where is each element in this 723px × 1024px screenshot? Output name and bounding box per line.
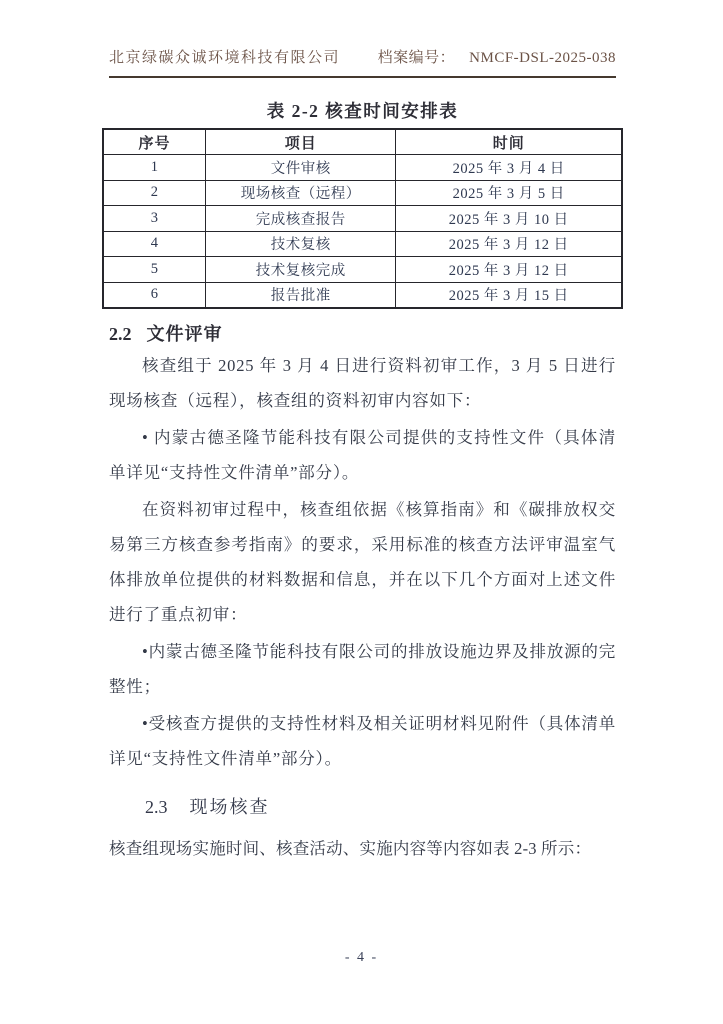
cell-time: 2025 年 3 月 12 日 [396,257,622,283]
cell-seq: 4 [103,231,206,257]
cell-item: 文件审核 [206,155,396,181]
cell-item: 完成核查报告 [206,206,396,232]
document-page [109,46,616,866]
table-row [103,257,622,283]
table-row [103,180,622,206]
bullet-supporting-documents: • 内蒙古德圣隆节能科技有限公司提供的支持性文件（具体清单详见“支持性文件清单”部分）。 [109,427,616,482]
cell-item: 技术复核完成 [206,257,396,283]
table-2-2-title: 表 2-2 核查时间安排表 [266,101,459,121]
table-row [103,231,622,257]
bullet-supporting-materials: •受核查方提供的支持性材料及相关证明材料见附件（具体清单详见“支持性文件清单”部分）。 [109,713,616,768]
cell-item: 技术复核 [206,231,396,257]
cell-time: 2025 年 3 月 5 日 [396,180,622,206]
table-row [103,155,622,181]
bullet-boundary-completeness: •内蒙古德圣隆节能科技有限公司的排放设施边界及排放源的完整性； [109,641,616,696]
section-heading-2-2 [109,320,616,346]
cell-seq: 6 [103,282,206,308]
verification-schedule-table [102,128,623,309]
section-number: 2.3 [145,796,168,817]
section-title: 现场核查 [189,796,270,817]
paragraph-review-method: 在资料初审过程中，核查组依据《核算指南》和《碳排放权交易第三方核查参考指南》的要求，采用标准的核查方法评审温室气体排放单位提供的材料数据和信息，并在以下几个方面对上述文件进行了重点初审： [109,499,616,624]
column-header-seq: 序号 [103,129,206,155]
cell-item: 报告批准 [206,282,396,308]
paragraph-onsite-verification: 核查组现场实施时间、核查活动、实施内容等内容如表 2-3 所示： [109,838,592,858]
archive-number-value: NMCF-DSL-2025-038 [469,50,616,66]
cell-seq: 1 [103,155,206,181]
header-archive-number [378,46,616,67]
column-header-time: 时间 [396,129,622,155]
document-header [109,46,616,78]
section-heading-2-3 [145,793,616,819]
cell-seq: 5 [103,257,206,283]
section-number: 2.2 [109,323,132,344]
page-number: - 4 - [344,950,379,965]
cell-time: 2025 年 3 月 10 日 [396,206,622,232]
table-row [103,282,622,308]
paragraph-initial-review: 核查组于 2025 年 3 月 4 日进行资料初审工作，3 月 5 日进行现场核查（远程），核查组的资料初审内容如下： [109,355,616,410]
cell-item: 现场核查（远程） [206,180,396,206]
header-company-name: 北京绿碳众诚环境科技有限公司 [109,50,341,66]
cell-seq: 3 [103,206,206,232]
cell-seq: 2 [103,180,206,206]
section-title: 文件评审 [146,323,223,344]
column-header-item: 项目 [206,129,396,155]
cell-time: 2025 年 3 月 12 日 [396,231,622,257]
table-header-row [103,129,622,155]
cell-time: 2025 年 3 月 4 日 [396,155,622,181]
archive-label: 档案编号： [377,50,456,66]
table-row [103,206,622,232]
cell-time: 2025 年 3 月 15 日 [396,282,622,308]
